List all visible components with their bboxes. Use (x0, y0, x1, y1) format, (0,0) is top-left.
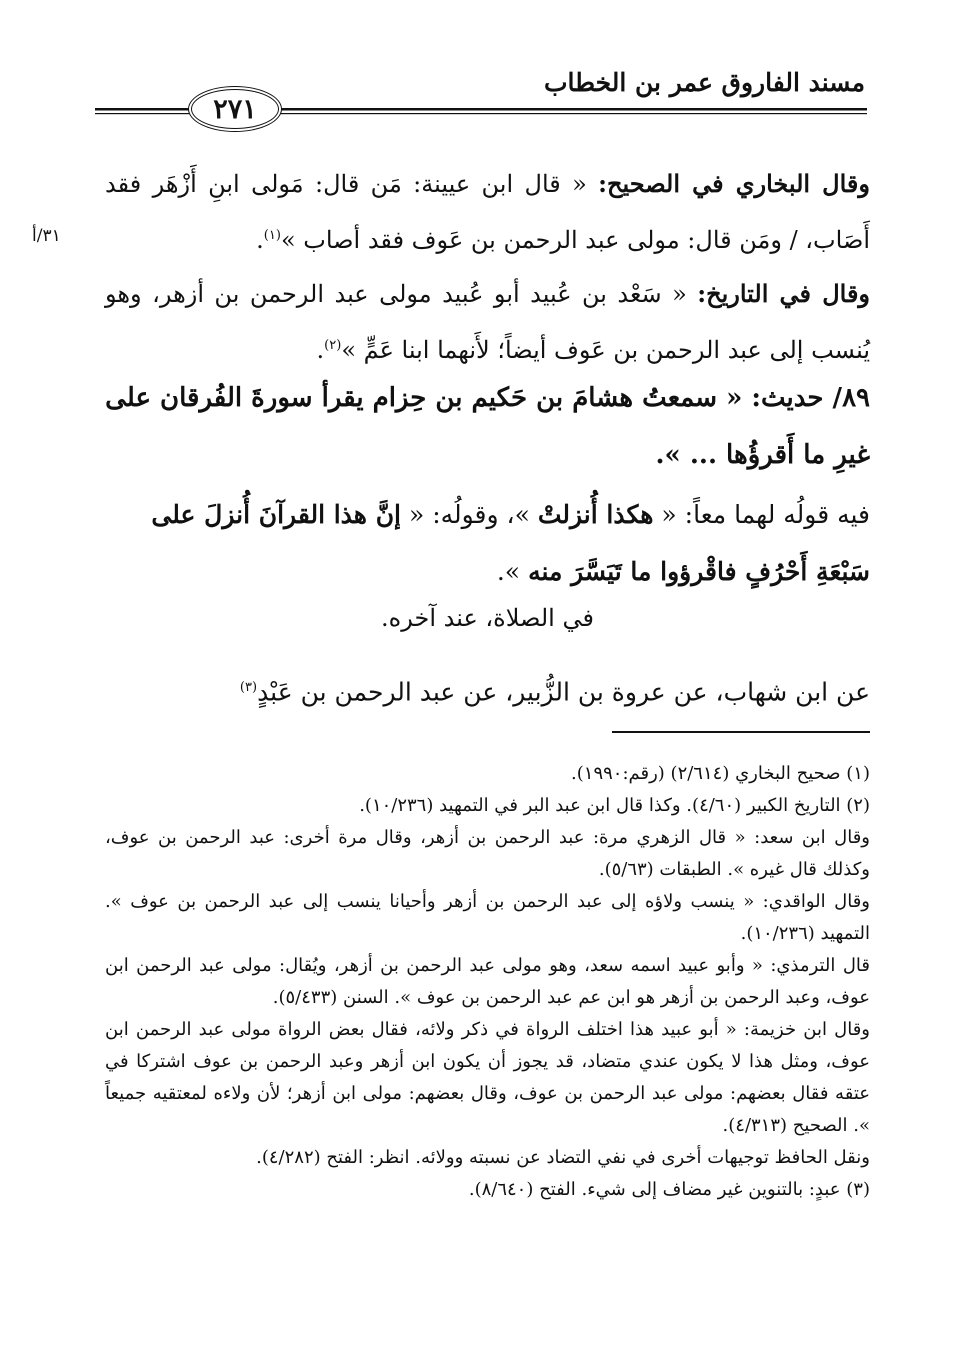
page-number-badge (188, 86, 282, 132)
footnote-2-ibn-khuzaymah: وقال ابن خزيمة: « أبو عبيد هذا اختلف الرواة في ذكر ولائه، فقال بعض الرواة مولى عبد الرحمن ابن عوف، ومثل هذا لا يكون عندي متضاد، قد يجوز أن يكون ابن أزهر وعبد الرحمن بن عوف اشتركا في عتقه فقال بعضهم: مولى عبد الرحمن بن عوف، وقال بعضهم: مولى ابن أزهر؛ لأن ولاءه لمعتقيه جميعاً ». الصحيح (٤/٣١٣). (105, 1019, 870, 1136)
hadith-text: « سمعتُ هشامَ بن حَكيم بن حِزام يقرأ سورةَ الفُرقان على غيرِ ما أَقرؤُها ... ». (105, 383, 870, 470)
hadith-89 (105, 370, 870, 484)
isnad-text: عن ابن شهاب، عن عروة بن الزُّبير، عن عبد الرحمن بن عَبْدٍ (257, 677, 870, 707)
location-line (105, 604, 870, 632)
manuscript-folio-note: ٣١/أ (32, 226, 61, 246)
fihi-mid: »، وقولُه: « (401, 500, 538, 529)
footnote-ref: (١) (263, 228, 281, 243)
paragraph-end: . (316, 336, 325, 364)
footnote-2: (٢) التاريخ الكبير (٤/٦٠). وكذا قال ابن عبد البر في التمهيد (١٠/٢٣٦). (359, 795, 870, 816)
footnote-2-hafiz: ونقل الحافظ توجيهات أخرى في نفي التضاد عن نسبته وولائه. انظر: الفتح (٤/٢٨٢). (256, 1147, 870, 1168)
paragraph-bukhari-tarikh (105, 268, 870, 376)
footnote-separator (612, 731, 870, 733)
footnote-2-ibn-saad: وقال ابن سعد: « قال الزهري مرة: عبد الرحمن بن أزهر، وقال مرة أخرى: عبد الرحمن بن عوف، وكذلك قال غيره ». الطبقات (٥/٦٣). (105, 827, 870, 880)
fihi-end: ». (496, 557, 529, 586)
fihi-intro: فيه قولُه لهما معاً: « (653, 500, 870, 529)
isnad-line (105, 662, 870, 718)
footnote-1: (١) صحيح البخاري (٢/٦١٤) (رقم:١٩٩٠). (571, 763, 870, 784)
fihi-quote-2: إنَّ هذا القرآنَ أُنزلَ على سَبْعَةِ أَحْرُفٍ فاقْرؤوا ما تَيَسَّرَ منه (151, 500, 870, 586)
fihi-quote-1: هكذا أُنزلتْ (537, 500, 654, 529)
page-number: ٢٧١ (213, 93, 257, 125)
paragraph-bukhari-sahih (105, 158, 870, 266)
fihi-paragraph (105, 486, 870, 600)
footnotes (105, 758, 870, 1206)
paragraph-text: « قال ابن عيينة: مَن قال: مَولى ابنِ أَزْهَر فقد أَصَاب، / ومَن قال: مولى عبد الرحمن بن عَوف فقد أصاب » (105, 170, 870, 254)
paragraph-end: . (256, 226, 264, 254)
footnote-ref: (٢) (324, 338, 342, 353)
paragraph-text: « سَعْد بن عُبيد أبو عُبيد مولى عبد الرحمن بن أزهر، وهو يُنسب إلى عبد الرحمن بن عَوف أيضاً؛ لأَنهما ابنا عَمٍّ » (105, 280, 870, 364)
footnote-3: (٣) عبدٍ: بالتنوين غير مضاف إلى شيء. الفتح (٨/٦٤٠). (468, 1179, 870, 1200)
footnote-ref: (٣) (239, 680, 258, 695)
running-header-title: مسند الفاروق عمر بن الخطاب (543, 68, 865, 97)
paragraph-label: وقال البخاري في الصحيح: (598, 169, 870, 198)
footnote-2-tirmidhi: قال الترمذي: « وأبو عبيد اسمه سعد، وهو مولى عبد الرحمن بن أزهر، ويُقال: مولى عبد الرحمن ابن عوف، وعبد الرحمن بن أزهر هو ابن عم عبد الرحمن بن عوف ». السنن (٥/٤٣٣). (105, 955, 870, 1008)
location-text: في الصلاة، عند آخره. (381, 604, 594, 632)
paragraph-label: وقال في التاريخ: (697, 279, 871, 308)
footnote-2-waqidi: وقال الواقدي: « ينسب ولاؤه إلى عبد الرحمن بن أزهر وأحيانا ينسب إلى عبد الرحمن بن عوف ». التمهيد (١٠/٢٣٦). (105, 891, 870, 944)
hadith-label: ٨٩/ حديث: (751, 383, 870, 413)
